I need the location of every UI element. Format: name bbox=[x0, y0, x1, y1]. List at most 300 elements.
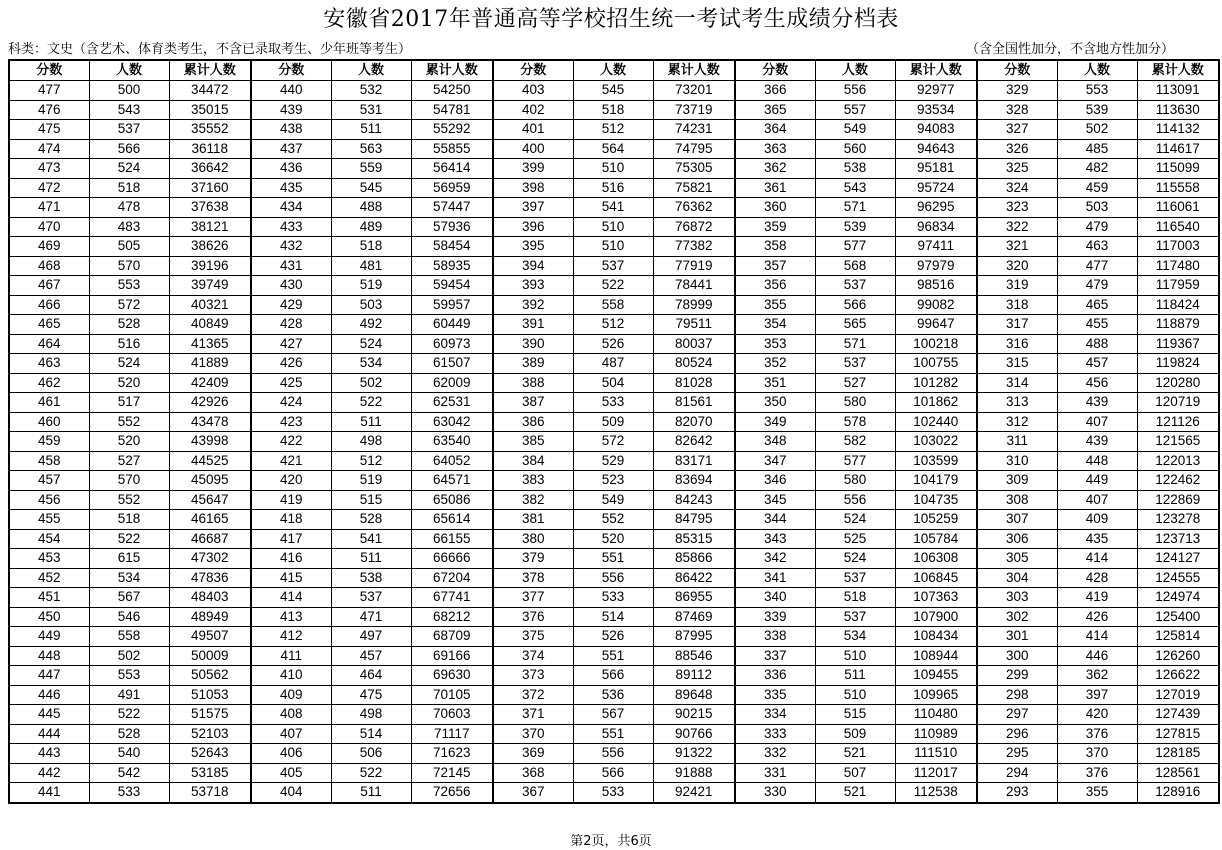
cell-score: 322 bbox=[977, 217, 1057, 237]
cell-cumulative: 66666 bbox=[411, 549, 493, 569]
cell-score: 305 bbox=[977, 549, 1057, 569]
cell-cumulative: 39196 bbox=[169, 256, 251, 276]
cell-cumulative: 108434 bbox=[895, 627, 977, 647]
cell-cumulative: 110989 bbox=[895, 724, 977, 744]
cell-cumulative: 110480 bbox=[895, 705, 977, 725]
cell-score: 474 bbox=[9, 139, 89, 159]
cell-cumulative: 86422 bbox=[653, 568, 735, 588]
cell-cumulative: 41889 bbox=[169, 354, 251, 374]
cell-cumulative: 65086 bbox=[411, 490, 493, 510]
header-count: 人数 bbox=[1057, 60, 1137, 81]
cell-cumulative: 87995 bbox=[653, 627, 735, 647]
cell-count: 520 bbox=[573, 529, 653, 549]
cell-score: 471 bbox=[9, 198, 89, 218]
cell-score: 329 bbox=[977, 81, 1057, 101]
cell-cumulative: 116540 bbox=[1137, 217, 1219, 237]
cell-score: 381 bbox=[493, 510, 573, 530]
cell-cumulative: 61507 bbox=[411, 354, 493, 374]
cell-score: 352 bbox=[735, 354, 815, 374]
cell-count: 541 bbox=[573, 198, 653, 218]
cell-cumulative: 70603 bbox=[411, 705, 493, 725]
cell-score: 347 bbox=[735, 451, 815, 471]
cell-score: 378 bbox=[493, 568, 573, 588]
cell-score: 361 bbox=[735, 178, 815, 198]
table-row bbox=[9, 373, 1219, 393]
cell-score: 295 bbox=[977, 744, 1057, 764]
cell-score: 467 bbox=[9, 276, 89, 296]
cell-score: 373 bbox=[493, 666, 573, 686]
cell-cumulative: 107900 bbox=[895, 607, 977, 627]
cell-cumulative: 109455 bbox=[895, 666, 977, 686]
cell-cumulative: 68212 bbox=[411, 607, 493, 627]
cell-cumulative: 58935 bbox=[411, 256, 493, 276]
cell-cumulative: 95181 bbox=[895, 159, 977, 179]
cell-score: 385 bbox=[493, 432, 573, 452]
cell-cumulative: 87469 bbox=[653, 607, 735, 627]
cell-count: 522 bbox=[331, 393, 411, 413]
cell-score: 446 bbox=[9, 685, 89, 705]
cell-count: 558 bbox=[89, 627, 169, 647]
cell-score: 421 bbox=[251, 451, 331, 471]
header-row bbox=[9, 60, 1219, 81]
cell-score: 319 bbox=[977, 276, 1057, 296]
cell-cumulative: 83171 bbox=[653, 451, 735, 471]
cell-cumulative: 51053 bbox=[169, 685, 251, 705]
table-row bbox=[9, 471, 1219, 491]
cell-cumulative: 44525 bbox=[169, 451, 251, 471]
cell-cumulative: 59454 bbox=[411, 276, 493, 296]
header-cumulative: 累计人数 bbox=[653, 60, 735, 81]
table-row bbox=[9, 256, 1219, 276]
table-row bbox=[9, 100, 1219, 120]
cell-count: 407 bbox=[1057, 490, 1137, 510]
cell-score: 411 bbox=[251, 646, 331, 666]
table-row bbox=[9, 354, 1219, 374]
cell-count: 435 bbox=[1057, 529, 1137, 549]
cell-score: 318 bbox=[977, 295, 1057, 315]
cell-count: 553 bbox=[89, 666, 169, 686]
header-count: 人数 bbox=[573, 60, 653, 81]
cell-count: 572 bbox=[89, 295, 169, 315]
cell-cumulative: 92977 bbox=[895, 81, 977, 101]
cell-score: 294 bbox=[977, 763, 1057, 783]
cell-count: 540 bbox=[89, 744, 169, 764]
cell-count: 556 bbox=[815, 490, 895, 510]
cell-count: 529 bbox=[573, 451, 653, 471]
cell-count: 551 bbox=[573, 549, 653, 569]
cell-cumulative: 114132 bbox=[1137, 120, 1219, 140]
cell-count: 552 bbox=[573, 510, 653, 530]
table-row bbox=[9, 237, 1219, 257]
cell-count: 533 bbox=[573, 588, 653, 608]
cell-count: 525 bbox=[815, 529, 895, 549]
cell-cumulative: 117480 bbox=[1137, 256, 1219, 276]
cell-count: 479 bbox=[1057, 217, 1137, 237]
cell-cumulative: 50562 bbox=[169, 666, 251, 686]
cell-cumulative: 120280 bbox=[1137, 373, 1219, 393]
table-row bbox=[9, 139, 1219, 159]
cell-cumulative: 126622 bbox=[1137, 666, 1219, 686]
cell-count: 527 bbox=[89, 451, 169, 471]
cell-cumulative: 77382 bbox=[653, 237, 735, 257]
cell-cumulative: 76872 bbox=[653, 217, 735, 237]
cell-score: 447 bbox=[9, 666, 89, 686]
cell-count: 526 bbox=[573, 334, 653, 354]
cell-cumulative: 40849 bbox=[169, 315, 251, 335]
cell-score: 465 bbox=[9, 315, 89, 335]
cell-score: 309 bbox=[977, 471, 1057, 491]
cell-count: 491 bbox=[89, 685, 169, 705]
cell-score: 452 bbox=[9, 568, 89, 588]
cell-score: 439 bbox=[251, 100, 331, 120]
cell-count: 457 bbox=[331, 646, 411, 666]
cell-score: 376 bbox=[493, 607, 573, 627]
cell-score: 470 bbox=[9, 217, 89, 237]
cell-score: 333 bbox=[735, 724, 815, 744]
cell-score: 457 bbox=[9, 471, 89, 491]
cell-count: 511 bbox=[331, 549, 411, 569]
cell-score: 334 bbox=[735, 705, 815, 725]
cell-count: 551 bbox=[573, 646, 653, 666]
cell-score: 420 bbox=[251, 471, 331, 491]
cell-cumulative: 103599 bbox=[895, 451, 977, 471]
cell-score: 428 bbox=[251, 315, 331, 335]
cell-score: 419 bbox=[251, 490, 331, 510]
cell-count: 498 bbox=[331, 705, 411, 725]
cell-score: 461 bbox=[9, 393, 89, 413]
cell-score: 362 bbox=[735, 159, 815, 179]
cell-score: 413 bbox=[251, 607, 331, 627]
cell-count: 509 bbox=[573, 412, 653, 432]
cell-score: 477 bbox=[9, 81, 89, 101]
cell-cumulative: 36642 bbox=[169, 159, 251, 179]
cell-cumulative: 83694 bbox=[653, 471, 735, 491]
cell-cumulative: 101862 bbox=[895, 393, 977, 413]
cell-count: 539 bbox=[815, 217, 895, 237]
cell-score: 412 bbox=[251, 627, 331, 647]
cell-cumulative: 119367 bbox=[1137, 334, 1219, 354]
cell-count: 566 bbox=[815, 295, 895, 315]
cell-cumulative: 50009 bbox=[169, 646, 251, 666]
cell-count: 505 bbox=[89, 237, 169, 257]
cell-score: 427 bbox=[251, 334, 331, 354]
cell-cumulative: 64571 bbox=[411, 471, 493, 491]
cell-cumulative: 104179 bbox=[895, 471, 977, 491]
cell-score: 356 bbox=[735, 276, 815, 296]
cell-score: 320 bbox=[977, 256, 1057, 276]
cell-score: 392 bbox=[493, 295, 573, 315]
header-cumulative: 累计人数 bbox=[169, 60, 251, 81]
meta-line bbox=[8, 38, 1174, 56]
cell-score: 372 bbox=[493, 685, 573, 705]
cell-count: 511 bbox=[331, 412, 411, 432]
cell-cumulative: 42409 bbox=[169, 373, 251, 393]
cell-score: 399 bbox=[493, 159, 573, 179]
table-row bbox=[9, 490, 1219, 510]
cell-count: 522 bbox=[89, 705, 169, 725]
cell-cumulative: 75821 bbox=[653, 178, 735, 198]
cell-cumulative: 62009 bbox=[411, 373, 493, 393]
cell-cumulative: 69166 bbox=[411, 646, 493, 666]
header-cumulative: 累计人数 bbox=[411, 60, 493, 81]
cell-count: 518 bbox=[89, 178, 169, 198]
cell-count: 512 bbox=[331, 451, 411, 471]
cell-count: 537 bbox=[815, 607, 895, 627]
table-row bbox=[9, 159, 1219, 179]
cell-count: 498 bbox=[331, 432, 411, 452]
cell-score: 369 bbox=[493, 744, 573, 764]
cell-count: 488 bbox=[1057, 334, 1137, 354]
cell-score: 394 bbox=[493, 256, 573, 276]
cell-score: 308 bbox=[977, 490, 1057, 510]
cell-count: 507 bbox=[815, 763, 895, 783]
cell-count: 549 bbox=[815, 120, 895, 140]
cell-score: 387 bbox=[493, 393, 573, 413]
cell-cumulative: 75305 bbox=[653, 159, 735, 179]
cell-score: 436 bbox=[251, 159, 331, 179]
cell-score: 455 bbox=[9, 510, 89, 530]
cell-score: 341 bbox=[735, 568, 815, 588]
cell-score: 380 bbox=[493, 529, 573, 549]
cell-cumulative: 62531 bbox=[411, 393, 493, 413]
cell-cumulative: 73201 bbox=[653, 81, 735, 101]
cell-cumulative: 60973 bbox=[411, 334, 493, 354]
cell-count: 537 bbox=[89, 120, 169, 140]
cell-cumulative: 77919 bbox=[653, 256, 735, 276]
cell-score: 326 bbox=[977, 139, 1057, 159]
cell-count: 521 bbox=[815, 783, 895, 803]
cell-cumulative: 125400 bbox=[1137, 607, 1219, 627]
cell-count: 553 bbox=[89, 276, 169, 296]
cell-cumulative: 35552 bbox=[169, 120, 251, 140]
header-score: 分数 bbox=[9, 60, 89, 81]
table-row bbox=[9, 178, 1219, 198]
cell-count: 572 bbox=[573, 432, 653, 452]
cell-score: 453 bbox=[9, 549, 89, 569]
cell-cumulative: 91888 bbox=[653, 763, 735, 783]
cell-count: 522 bbox=[331, 763, 411, 783]
cell-count: 520 bbox=[89, 432, 169, 452]
cell-cumulative: 69630 bbox=[411, 666, 493, 686]
cell-cumulative: 90766 bbox=[653, 724, 735, 744]
cell-count: 456 bbox=[1057, 373, 1137, 393]
cell-score: 402 bbox=[493, 100, 573, 120]
cell-count: 559 bbox=[331, 159, 411, 179]
cell-cumulative: 125814 bbox=[1137, 627, 1219, 647]
cell-count: 519 bbox=[331, 471, 411, 491]
cell-score: 440 bbox=[251, 81, 331, 101]
cell-cumulative: 124974 bbox=[1137, 588, 1219, 608]
cell-score: 390 bbox=[493, 334, 573, 354]
cell-count: 518 bbox=[573, 100, 653, 120]
cell-score: 307 bbox=[977, 510, 1057, 530]
cell-cumulative: 34472 bbox=[169, 81, 251, 101]
cell-cumulative: 74231 bbox=[653, 120, 735, 140]
cell-count: 556 bbox=[815, 81, 895, 101]
cell-cumulative: 43478 bbox=[169, 412, 251, 432]
cell-cumulative: 97411 bbox=[895, 237, 977, 257]
table-row bbox=[9, 744, 1219, 764]
cell-cumulative: 60449 bbox=[411, 315, 493, 335]
cell-cumulative: 112538 bbox=[895, 783, 977, 803]
cell-cumulative: 71623 bbox=[411, 744, 493, 764]
cell-count: 546 bbox=[89, 607, 169, 627]
cell-count: 515 bbox=[815, 705, 895, 725]
cell-count: 502 bbox=[89, 646, 169, 666]
cell-count: 510 bbox=[815, 646, 895, 666]
cell-score: 426 bbox=[251, 354, 331, 374]
cell-count: 510 bbox=[815, 685, 895, 705]
cell-score: 360 bbox=[735, 198, 815, 218]
cell-score: 472 bbox=[9, 178, 89, 198]
table-row bbox=[9, 607, 1219, 627]
cell-count: 502 bbox=[331, 373, 411, 393]
cell-cumulative: 124555 bbox=[1137, 568, 1219, 588]
cell-count: 482 bbox=[1057, 159, 1137, 179]
cell-count: 518 bbox=[89, 510, 169, 530]
cell-score: 338 bbox=[735, 627, 815, 647]
cell-score: 324 bbox=[977, 178, 1057, 198]
table-row bbox=[9, 763, 1219, 783]
cell-cumulative: 107363 bbox=[895, 588, 977, 608]
cell-count: 537 bbox=[815, 568, 895, 588]
cell-count: 558 bbox=[573, 295, 653, 315]
cell-cumulative: 57936 bbox=[411, 217, 493, 237]
cell-cumulative: 115099 bbox=[1137, 159, 1219, 179]
cell-score: 299 bbox=[977, 666, 1057, 686]
cell-cumulative: 45647 bbox=[169, 490, 251, 510]
cell-cumulative: 99647 bbox=[895, 315, 977, 335]
cell-score: 433 bbox=[251, 217, 331, 237]
cell-cumulative: 40321 bbox=[169, 295, 251, 315]
cell-score: 315 bbox=[977, 354, 1057, 374]
page-footer: 第2页，共6页 bbox=[570, 834, 652, 849]
cell-cumulative: 86955 bbox=[653, 588, 735, 608]
cell-cumulative: 85866 bbox=[653, 549, 735, 569]
table-row bbox=[9, 432, 1219, 452]
cell-count: 570 bbox=[89, 256, 169, 276]
cell-cumulative: 94643 bbox=[895, 139, 977, 159]
cell-cumulative: 51575 bbox=[169, 705, 251, 725]
cell-count: 564 bbox=[573, 139, 653, 159]
cell-count: 527 bbox=[815, 373, 895, 393]
cell-cumulative: 88546 bbox=[653, 646, 735, 666]
cell-count: 478 bbox=[89, 198, 169, 218]
cell-cumulative: 41365 bbox=[169, 334, 251, 354]
cell-cumulative: 94083 bbox=[895, 120, 977, 140]
cell-count: 568 bbox=[815, 256, 895, 276]
cell-count: 457 bbox=[1057, 354, 1137, 374]
cell-cumulative: 37160 bbox=[169, 178, 251, 198]
cell-cumulative: 52643 bbox=[169, 744, 251, 764]
cell-count: 516 bbox=[89, 334, 169, 354]
cell-score: 293 bbox=[977, 783, 1057, 803]
cell-score: 382 bbox=[493, 490, 573, 510]
cell-cumulative: 71117 bbox=[411, 724, 493, 744]
cell-count: 355 bbox=[1057, 783, 1137, 803]
table-row bbox=[9, 451, 1219, 471]
cell-score: 431 bbox=[251, 256, 331, 276]
cell-score: 468 bbox=[9, 256, 89, 276]
cell-count: 465 bbox=[1057, 295, 1137, 315]
cell-count: 407 bbox=[1057, 412, 1137, 432]
cell-score: 332 bbox=[735, 744, 815, 764]
cell-count: 487 bbox=[573, 354, 653, 374]
cell-count: 537 bbox=[573, 256, 653, 276]
cell-score: 313 bbox=[977, 393, 1057, 413]
cell-count: 464 bbox=[331, 666, 411, 686]
table-row bbox=[9, 568, 1219, 588]
cell-count: 537 bbox=[331, 588, 411, 608]
cell-score: 297 bbox=[977, 705, 1057, 725]
cell-count: 538 bbox=[331, 568, 411, 588]
cell-score: 458 bbox=[9, 451, 89, 471]
cell-count: 533 bbox=[89, 783, 169, 803]
header-cumulative: 累计人数 bbox=[1137, 60, 1219, 81]
cell-count: 533 bbox=[573, 393, 653, 413]
table-row bbox=[9, 705, 1219, 725]
cell-score: 340 bbox=[735, 588, 815, 608]
cell-count: 420 bbox=[1057, 705, 1137, 725]
cell-count: 528 bbox=[331, 510, 411, 530]
cell-count: 543 bbox=[815, 178, 895, 198]
cell-score: 435 bbox=[251, 178, 331, 198]
cell-score: 302 bbox=[977, 607, 1057, 627]
cell-count: 503 bbox=[331, 295, 411, 315]
cell-cumulative: 121126 bbox=[1137, 412, 1219, 432]
cell-score: 434 bbox=[251, 198, 331, 218]
cell-count: 524 bbox=[815, 510, 895, 530]
cell-count: 571 bbox=[815, 334, 895, 354]
cell-cumulative: 64052 bbox=[411, 451, 493, 471]
cell-score: 418 bbox=[251, 510, 331, 530]
cell-cumulative: 73719 bbox=[653, 100, 735, 120]
cell-count: 518 bbox=[815, 588, 895, 608]
cell-cumulative: 98516 bbox=[895, 276, 977, 296]
cell-cumulative: 128185 bbox=[1137, 744, 1219, 764]
cell-score: 296 bbox=[977, 724, 1057, 744]
table-row bbox=[9, 685, 1219, 705]
cell-score: 365 bbox=[735, 100, 815, 120]
cell-cumulative: 58454 bbox=[411, 237, 493, 257]
cell-score: 303 bbox=[977, 588, 1057, 608]
cell-cumulative: 95724 bbox=[895, 178, 977, 198]
cell-score: 432 bbox=[251, 237, 331, 257]
cell-count: 503 bbox=[1057, 198, 1137, 218]
cell-count: 534 bbox=[815, 627, 895, 647]
cell-cumulative: 37638 bbox=[169, 198, 251, 218]
cell-count: 580 bbox=[815, 393, 895, 413]
cell-count: 557 bbox=[815, 100, 895, 120]
cell-score: 422 bbox=[251, 432, 331, 452]
cell-cumulative: 81561 bbox=[653, 393, 735, 413]
header-score: 分数 bbox=[735, 60, 815, 81]
cell-cumulative: 127815 bbox=[1137, 724, 1219, 744]
cell-cumulative: 100218 bbox=[895, 334, 977, 354]
cell-cumulative: 103022 bbox=[895, 432, 977, 452]
cell-count: 449 bbox=[1057, 471, 1137, 491]
cell-cumulative: 123278 bbox=[1137, 510, 1219, 530]
cell-count: 524 bbox=[89, 159, 169, 179]
cell-score: 448 bbox=[9, 646, 89, 666]
cell-score: 450 bbox=[9, 607, 89, 627]
cell-count: 511 bbox=[331, 120, 411, 140]
cell-score: 437 bbox=[251, 139, 331, 159]
cell-count: 500 bbox=[89, 81, 169, 101]
cell-count: 578 bbox=[815, 412, 895, 432]
cell-count: 376 bbox=[1057, 724, 1137, 744]
cell-score: 348 bbox=[735, 432, 815, 452]
